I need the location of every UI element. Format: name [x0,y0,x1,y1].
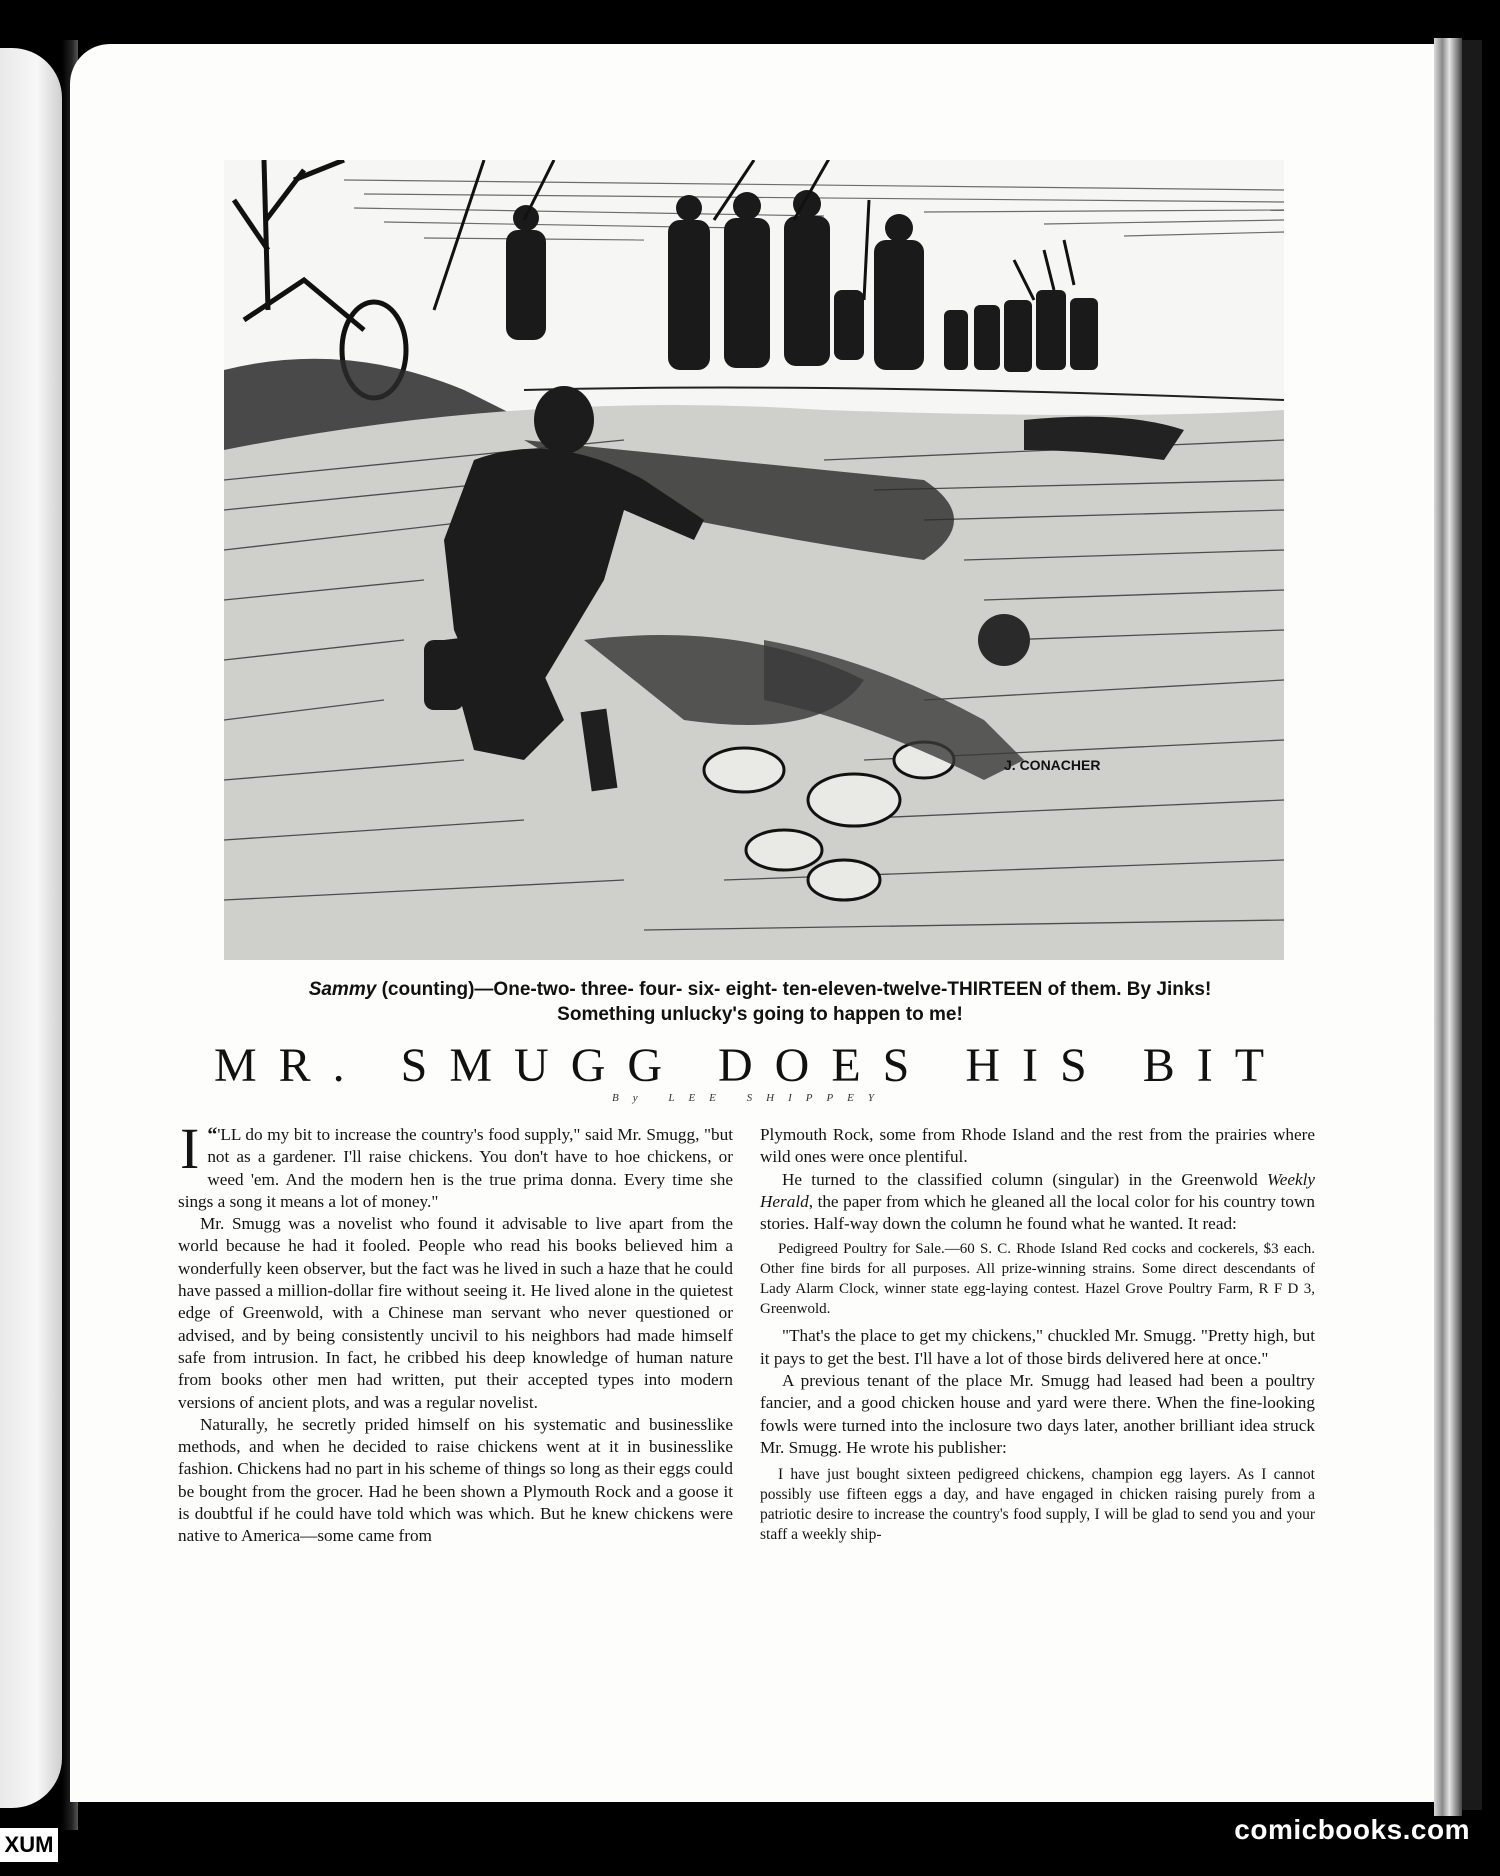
paragraph: Naturally, he secretly prided himself on his systematic and businesslike methods, and when he decided to raise chickens went at it in businesslike fashion. Chickens had no part in his scheme of things so long as their eggs could be bought from the grocer. Had he been shown a Plymouth Rock and a goose it is doubtful if he could have told which was which. But he knew chickens were native to America—some came from [178,1414,733,1546]
trench-illustration [224,160,1284,960]
illustration-caption [150,977,1370,1027]
paragraph-text: He turned to the classified column (singular) in the Greenwold [782,1169,1267,1189]
article-title: MR. SMUGG DOES HIS BIT [213,1039,1287,1092]
article-column-1 [178,1116,733,1548]
caption-line-1 [150,977,1370,1002]
facing-page-edge [0,48,62,1808]
artist-signature: J. CONACHER [1004,757,1101,773]
opening-quote-mark: “ [207,1124,218,1146]
binding-strip [1462,40,1482,1810]
article-column-2 [760,1124,1315,1545]
caption-line-2: Something unlucky's going to happen to me! [557,1004,963,1025]
drop-cap: I [180,1116,200,1181]
letter-excerpt: I have just bought sixteen pedigreed chickens, champion egg layers. As I cannot possibly use fifteen eggs a day, and have engaged in chicken raising purely from a patriotic desire to increase the country's food supply, I will be glad to send you and your staff a weekly ship- [760,1466,1315,1544]
illustration-drawing [224,160,1284,960]
classified-ad: Pedigreed Poultry for Sale.—60 S. C. Rhode Island Red cocks and cockerels, $3 each. Other fine birds for all purposes. All prize-winning strains. Some direct descendants of Lady Alarm Clock, winner state egg-laying contest. Hazel Grove Poultry Farm, R F D 3, Greenwold. [760,1241,1315,1318]
paragraph: A previous tenant of the place Mr. Smugg had leased had been a poultry fancier, and a good chicken house and yard were there. When the fine-looking fowls were turned into the inclosure two days later, another brilliant idea struck Mr. Smugg. He wrote his publisher: [760,1371,1315,1457]
paragraph: Mr. Smugg was a novelist who found it advisable to live apart from the world because he had it fooled. People who read his books believed him a wonderfully keen observer, but the fact was he lived in such a haze that he could have passed a million-dollar fire without seeing it. He lived alone in the quietest edge of Greenwold, with a Chinese man servant who never questioned or advised, and by being consistently uncivil to his neighbors had made himself safe from intrusion. In fact, he cribbed his deep knowledge of human nature from books other men had written, put their accepted types into modern versions of ancient plots, and was a regular novelist. [178,1214,733,1412]
caption-speaker: Sammy [308,979,377,1000]
opening-paragraph [178,1116,733,1213]
paragraph: "That's the place to get my chickens," chuckled Mr. Smugg. "Pretty high, but it pays to get the best. I'll have a lot of those birds delivered here at once." [760,1326,1315,1368]
caption-line-1-text: (counting)—One-two- three- four- six- eight- ten-eleven-twelve-THIRTEEN of them. By Jinks! [381,979,1212,1000]
paragraph-text: , the paper from which he gleaned all the local color for his country town stories. Half-way down the column he found what he wanted. It read: [760,1191,1315,1234]
paragraph [760,1169,1315,1236]
page-stack-edge [1434,38,1462,1816]
newspaper-name: Weekly Herald [760,1169,1315,1211]
opening-paragraph-text: 'LL do my bit to increase the country's food supply," said Mr. Smugg, "but not as a gardener. I'll raise chickens. You don't have to hoe chickens, or weed 'em. And the modern hen is the true prima donna. Every time she sings a song it means a lot of money." [178,1125,733,1211]
site-watermark: comicbooks.com [1234,1814,1470,1845]
xum-tag: XUM [0,1828,58,1862]
paragraph: Plymouth Rock, some from Rhode Island and the rest from the prairies where wild ones were once plentiful. [760,1125,1315,1167]
article-byline: By LEE SHIPPEY [611,1092,889,1104]
